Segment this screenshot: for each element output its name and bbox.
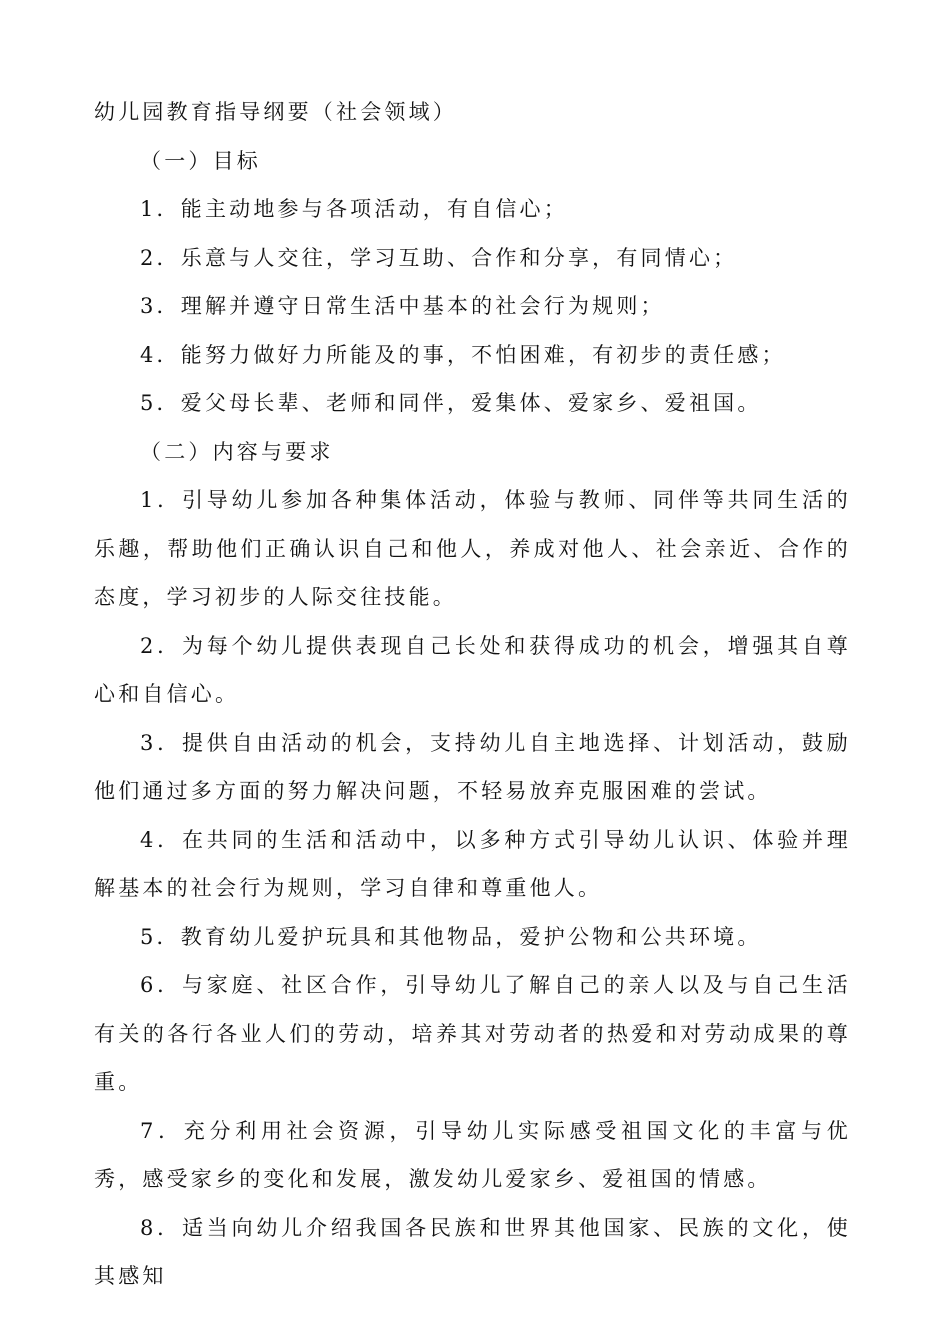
content-item: 8．适当向幼儿介绍我国各民族和世界其他国家、民族的文化，使其感知 bbox=[94, 1215, 851, 1288]
document-body bbox=[94, 88, 851, 1301]
goal-item: 2．乐意与人交往，学习互助、合作和分享，有同情心； bbox=[140, 245, 738, 270]
goal-item: 1．能主动地参与各项活动，有自信心； bbox=[140, 197, 568, 221]
goal-item: 5．爱父母长辈、老师和同伴，爱集体、爱家乡、爱祖国。 bbox=[140, 391, 762, 415]
content-item: 4．在共同的生活和活动中，以多种方式引导幼儿认识、体验并理解基本的社会行为规则，学习自律和尊重他人。 bbox=[94, 827, 851, 900]
goal-item: 4．能努力做好力所能及的事，不怕困难，有初步的责任感； bbox=[140, 342, 786, 367]
content-item: 2．为每个幼儿提供表现自己长处和获得成功的机会，增强其自尊心和自信心。 bbox=[94, 633, 851, 706]
document-title: 幼儿园教育指导纲要（社会领域） bbox=[94, 100, 457, 124]
content-item: 3．提供自由活动的机会，支持幼儿自主地选择、计划活动，鼓励他们通过多方面的努力解决问题，不轻易放弃克服困难的尝试。 bbox=[94, 730, 851, 803]
goals-heading: （一）目标 bbox=[140, 148, 261, 173]
content-heading: （二）内容与要求 bbox=[140, 439, 334, 464]
content-item: 5．教育幼儿爱护玩具和其他物品，爱护公物和公共环境。 bbox=[140, 924, 762, 949]
content-item: 7．充分利用社会资源，引导幼儿实际感受祖国文化的丰富与优秀，感受家乡的变化和发展，激发幼儿爱家乡、爱祖国的情感。 bbox=[94, 1118, 851, 1191]
goal-item: 3．理解并遵守日常生活中基本的社会行为规则； bbox=[140, 294, 665, 318]
content-item: 1．引导幼儿参加各种集体活动，体验与教师、同伴等共同生活的乐趣，帮助他们正确认识自己和他人，养成对他人、社会亲近、合作的态度，学习初步的人际交往技能。 bbox=[94, 488, 851, 609]
content-item: 6．与家庭、社区合作，引导幼儿了解自己的亲人以及与自己生活有关的各行各业人们的劳动，培养其对劳动者的热爱和对劳动成果的尊重。 bbox=[94, 973, 851, 1094]
